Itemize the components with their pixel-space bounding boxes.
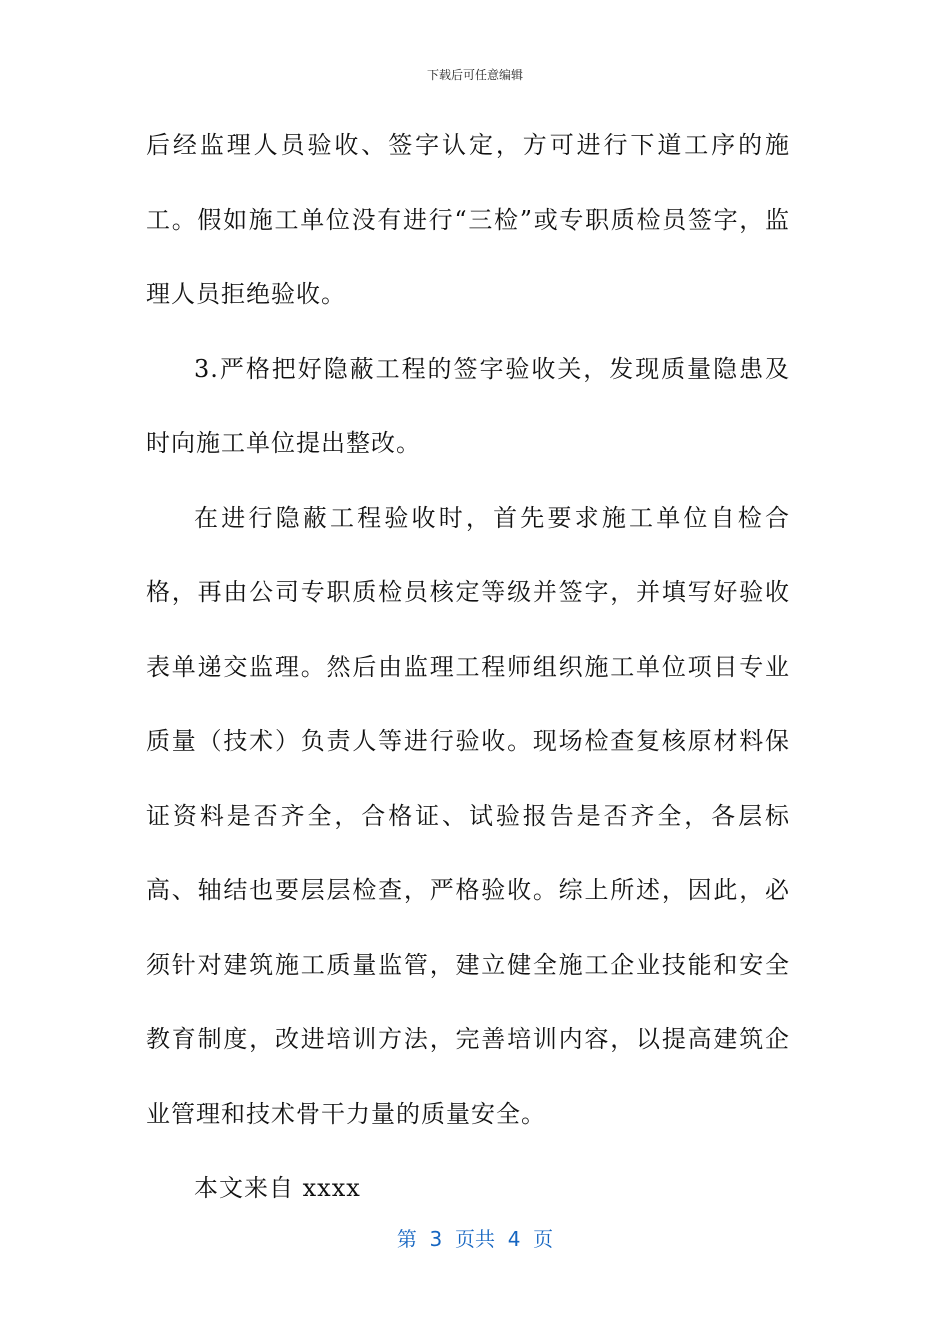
paragraph: 3.严格把好隐蔽工程的签字验收关，发现质量隐患及时向施工单位提出整改。 <box>146 354 790 457</box>
paragraph: 后经监理人员验收、签字认定，方可进行下道工序的施工。假如施工单位没有进行“三检”或专职质检员签字，监理人员拒绝验收。 <box>146 131 790 308</box>
document-body <box>146 108 790 1226</box>
paragraph: 在进行隐蔽工程验收时，首先要求施工单位自检合格，再由公司专职质检员核定等级并签字，并填写好验收表单递交监理。然后由监理工程师组织施工单位项目专业质量（技术）负责人等进行验收。现场检查复核原材料保证资料是否齐全，合格证、试验报告是否齐全，各层标高、轴结也要层层检查，严格验收。综上所述，因此，必须针对建筑施工质量监管，建立健全施工企业技能和安全教育制度，改进培训方法，完善培训内容，以提高建筑企业管理和技术骨干力量的质量安全。 <box>146 503 790 1128</box>
page-header-note: 下载后可任意编辑 <box>426 68 523 82</box>
page-number-footer: 第 3 页共 4 页 <box>396 1227 554 1251</box>
paragraph: 本文来自 xxxx <box>194 1174 361 1202</box>
